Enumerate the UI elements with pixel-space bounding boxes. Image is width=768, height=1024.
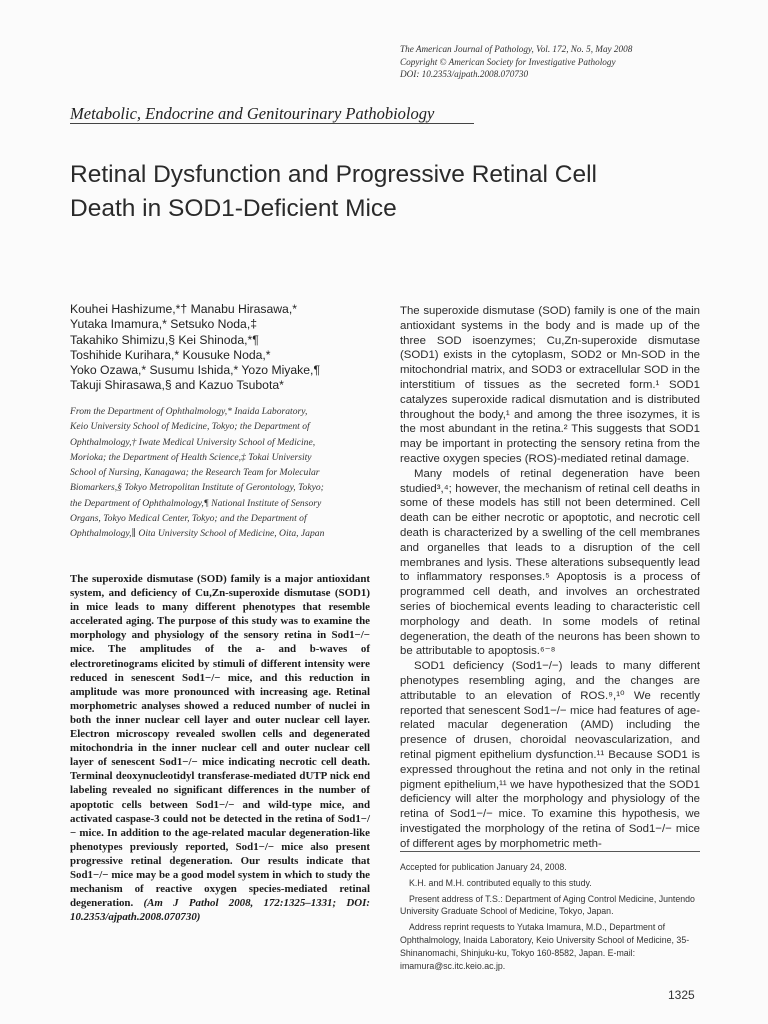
affiliation-line: From the Department of Ophthalmology,* Inaida Laboratory, <box>70 406 308 417</box>
affiliations <box>70 404 370 542</box>
body-paragraph: Many models of retinal degeneration have been studied³,⁴; however, the mechanism of retinal cell deaths in some of these models has still not been determined. Cell death can be either necrotic or apoptotic, and necrotic cell death is characterized by a swelling of the cell membranes and organelles that leads to a disruption of the cell membranes and lysis. These alterations subsequently lead to inflammatory responses.⁵ Apoptosis is a process of programmed cell death, and involves an orchestrated series of biochemical events leading to characteristic cell morphology and death. In some models of retinal degeneration, the death of the neurons has been shown to be attributable to apoptosis.⁶⁻⁸ <box>400 467 700 658</box>
abstract <box>70 572 370 924</box>
page-number: 1325 <box>668 988 695 1002</box>
abstract-text: The superoxide dismutase (SOD) family is a major antioxidant system, and deficiency of Cu,Zn-superoxide dismutase (SOD1) in mice leads to many different phenotypes that resemble accelerated aging. The purpose of this study was to examine the morphology and physiology of the sensory retina in Sod1−/− mice. The amplitudes of the a- and b-waves of electroretinograms elicited by stimuli of different intensity were reduced in senescent Sod1−/− mice, and this reduction in amplitude was more pronounced with increasing age. Retinal morphometric analyses showed a reduced number of nuclei in both the inner nuclear cell layer and outer nuclear cell layer. Electron microscopy revealed swollen cells and degenerated mitochondria in the inner nuclear cell and outer nuclear cell layer of senescent Sod1−/− mice indicating necrotic cell death. Terminal deoxynucleotidyl transferase-mediated dUTP nick end labeling revealed no significant differences in the number of apoptotic cells between Sod1−/− and wild-type mice, and activated caspase-3 could not be detected in the retina of Sod1−/− mice. In addition to the age-related macular degeneration-like phenotypes previously reported, Sod1−/− mice also present progressive retinal degeneration. Our results indicate that Sod1−/− mice may be a good model system in which to study the mechanism of reactive oxygen species-mediated retinal degeneration. <box>70 573 370 910</box>
affiliation-line: the Department of Ophthalmology,¶ National Institute of Sensory <box>70 497 322 509</box>
author-line: Yoko Ozawa,* Susumu Ishida,* Yozo Miyake,¶ <box>70 363 320 378</box>
author-line: Toshihide Kurihara,* Kousuke Noda,* <box>70 347 271 362</box>
affiliation-line: Ophthalmology,∥ Oita University School of Medicine, Oita, Japan <box>70 528 325 540</box>
footnote-accepted: Accepted for publication January 24, 2008. <box>400 862 567 872</box>
affiliation-line: Keio University School of Medicine, Tokyo; the Department of <box>70 421 310 433</box>
author-line: Takahiko Shimizu,§ Kei Shinoda,*¶ <box>70 332 259 347</box>
body-text <box>400 304 700 851</box>
footnotes <box>400 861 705 975</box>
affiliation-line: School of Nursing, Kanagawa; the Research Team for Molecular <box>70 467 320 479</box>
doi-line: DOI: 10.2353/ajpath.2008.070730 <box>400 69 529 79</box>
copyright-line: Copyright © American Society for Investigative Pathology <box>400 56 616 67</box>
affiliation-line: Organs, Tokyo Medical Center, Tokyo; and the Department of <box>70 513 307 525</box>
footnote-present-address: Present address of T.S.: Department of Aging Control Medicine, Juntendo University Graduate School of Medicine, Tokyo, Japan. <box>400 893 695 917</box>
title-line-1: Retinal Dysfunction and Progressive Retinal Cell <box>70 161 598 188</box>
journal-header <box>400 43 740 81</box>
section-heading: Metabolic, Endocrine and Genitourinary Pathobiology <box>70 104 435 123</box>
affiliation-line: Morioka; the Department of Health Science,‡ Tokai University <box>70 451 312 463</box>
footnote-rule <box>400 851 700 852</box>
author-list <box>70 302 370 394</box>
article-title <box>70 158 690 226</box>
author-line: Kouhei Hashizume,*† Manabu Hirasawa,* <box>70 302 297 316</box>
author-line: Yutaka Imamura,* Setsuko Noda,‡ <box>70 317 257 332</box>
journal-citation: The American Journal of Pathology, Vol. 172, No. 5, May 2008 <box>400 44 633 54</box>
footnote-equal-contribution: K.H. and M.H. contributed equally to this study. <box>409 877 592 888</box>
section-rule <box>70 123 474 124</box>
title-line-2: Death in SOD1-Deficient Mice <box>70 195 397 222</box>
body-paragraph: The superoxide dismutase (SOD) family is one of the main antioxidant systems in the body and is made up of the three SOD isoenzymes; Cu,Zn-superoxide dismutase (SOD1) exists in the cytoplasm, SOD2 or Mn-SOD in the mitochondrial matrix, and SOD3 or extracellular SOD in the interstitium of tissues as the secreted form.¹ SOD1 catalyzes superoxide radical dismutation and is distributed throughout the body,¹ and among the three isozymes, it is the most abundant in the retina.² This suggests that SOD1 may be important in protecting the sensory retina from the reactive oxygen species (ROS)-mediated retinal damage. <box>400 305 700 465</box>
abstract-citation: (Am J Pathol 2008, 172:1325–1331; DOI: 10.2353/ajpath.2008.070730) <box>70 897 370 924</box>
body-paragraph: SOD1 deficiency (Sod1−/−) leads to many different phenotypes resembling aging, and the changes are attributable to an elevation of ROS.⁹,¹⁰ We recently reported that senescent Sod1−/− mice had features of age-related macular degeneration (AMD) including the presence of drusen, choroidal neovascularization, and retinal pigment epithelium dysfunction.¹¹ Because SOD1 is expressed throughout the retina and not only in the retinal pigment epithelium,¹¹ we have hypothesized that the SOD1 deficiency will alter the morphology and physiology of the retina of Sod1−/− mice. To examine this hypothesis, we investigated the morphology of the retina of Sod1−/− mice of different ages by morphometric meth- <box>400 660 700 850</box>
footnote-reprint-requests: Address reprint requests to Yutaka Imamura, M.D., Department of Ophthalmology, Inaida Laboratory, Keio University School of Medicine, 35-Shinanomachi, Shinjuku-ku, Tokyo 160-8582, Japan. E-mail: imamura@sc.itc.keio.ac.jp. <box>400 922 690 971</box>
affiliation-line: Ophthalmology,† Iwate Medical University School of Medicine, <box>70 436 316 448</box>
affiliation-line: Biomarkers,§ Tokyo Metropolitan Institute of Gerontology, Tokyo; <box>70 482 324 494</box>
author-line: Takuji Shirasawa,§ and Kazuo Tsubota* <box>70 378 284 393</box>
